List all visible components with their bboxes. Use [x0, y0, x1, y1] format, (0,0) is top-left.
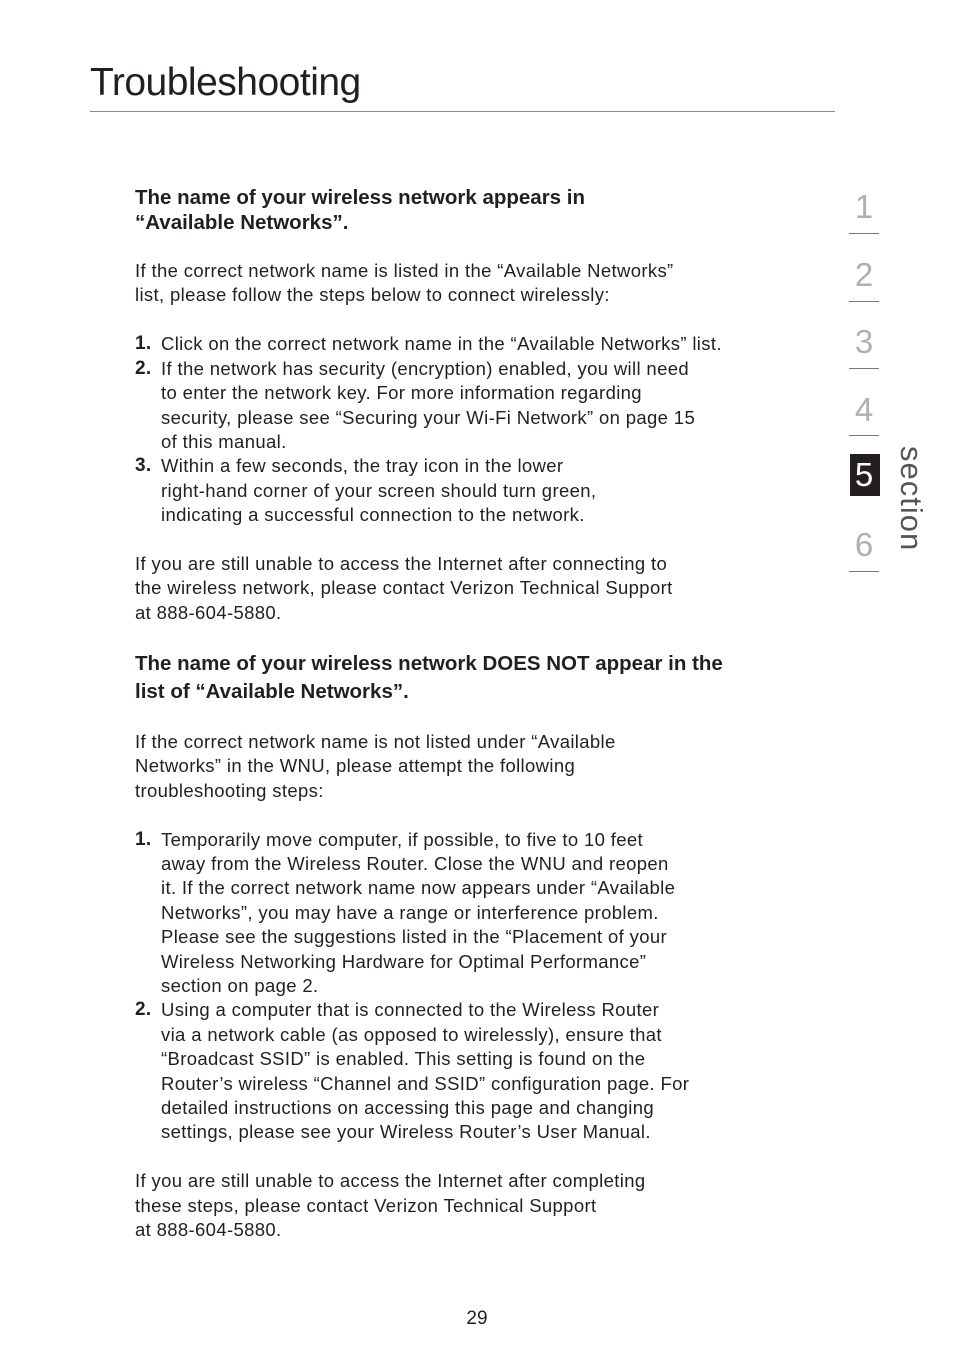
text-line: If you are still unable to access the Internet after completing: [135, 1170, 646, 1192]
section-number: 3: [854, 323, 874, 360]
text-line: of this manual.: [161, 430, 287, 452]
tab-divider: [849, 368, 879, 369]
text-line: section on page 2.: [161, 974, 319, 996]
section-number: 6: [854, 525, 874, 563]
heading-line: list of “Available Networks”.: [135, 679, 409, 703]
outro-paragraph: [135, 1169, 805, 1242]
tab-divider: [849, 301, 879, 302]
heading-line: “Available Networks”.: [135, 211, 349, 234]
list-item: [135, 454, 805, 527]
tab-divider: [849, 435, 879, 436]
text-line: list, please follow the steps below to connect wirelessly:: [135, 284, 610, 306]
section-tab-6[interactable]: [848, 523, 880, 591]
steps-list-available: [135, 332, 805, 527]
step-number: 1.: [135, 333, 152, 355]
list-item: [135, 828, 805, 999]
text-line: Networks”, you may have a range or interference problem.: [161, 901, 659, 923]
section-heading-available: [135, 185, 675, 235]
list-item: [135, 332, 805, 356]
section-tab-2[interactable]: [848, 253, 880, 321]
text-line: to enter the network key. For more information regarding: [161, 382, 642, 404]
title-divider: [90, 111, 835, 112]
page-number: 29: [466, 1308, 488, 1329]
section-number: 1: [854, 188, 874, 225]
text-line: at 888-604-5880.: [135, 601, 282, 623]
section-tab-4[interactable]: [848, 388, 880, 456]
list-item: [135, 998, 805, 1144]
text-line: Within a few seconds, the tray icon in the lower: [161, 455, 564, 477]
section-number: 4: [854, 390, 874, 428]
heading-line: The name of your wireless network DOES NOT appear in the: [135, 651, 723, 675]
text-line: security, please see “Securing your Wi-Fi Network” on page 15: [161, 406, 696, 428]
step-number: 3.: [135, 455, 152, 477]
text-line: If the network has security (encryption) enabled, you will need: [161, 357, 689, 379]
page-title: Troubleshooting: [90, 61, 361, 104]
main-content: [135, 185, 805, 1243]
text-line: “Broadcast SSID” is enabled. This setting is found on the: [161, 1048, 646, 1070]
text-line: Temporarily move computer, if possible, to five to 10 feet: [161, 828, 643, 850]
section-heading-not-available: [135, 650, 805, 706]
text-line: Networks” in the WNU, please attempt the following: [135, 755, 576, 777]
tab-divider: [849, 571, 879, 572]
text-line: detailed instructions on accessing this page and changing: [161, 1096, 655, 1118]
text-line: Please see the suggestions listed in the “Placement of your: [161, 926, 668, 948]
intro-paragraph: [135, 259, 805, 308]
text-line: away from the Wireless Router. Close the WNU and reopen: [161, 852, 669, 874]
section-number: 5: [854, 456, 874, 493]
heading-line: The name of your wireless network appears in: [135, 186, 585, 209]
text-line: troubleshooting steps:: [135, 779, 324, 801]
section-nav: [848, 185, 880, 590]
text-line: it. If the correct network name now appears under “Available: [161, 877, 676, 899]
section-number: 2: [854, 255, 874, 293]
text-line: the wireless network, please contact Verizon Technical Support: [135, 577, 673, 599]
tab-divider: [849, 233, 879, 234]
outro-paragraph: [135, 552, 805, 625]
step-number: 2.: [135, 357, 152, 379]
text-line: Click on the correct network name in the “Available Networks” list.: [161, 333, 722, 355]
section-tab-1[interactable]: [848, 185, 880, 253]
text-line: indicating a successful connection to the network.: [161, 504, 585, 526]
text-line: Wireless Networking Hardware for Optimal Performance”: [161, 950, 647, 972]
text-line: If the correct network name is listed in the “Available Networks”: [135, 260, 674, 281]
text-line: Using a computer that is connected to the Wireless Router: [161, 999, 660, 1021]
text-line: right-hand corner of your screen should turn green,: [161, 479, 597, 501]
text-line: these steps, please contact Verizon Technical Support: [135, 1194, 597, 1216]
step-number: 1.: [135, 828, 152, 850]
section-tab-5-active[interactable]: [848, 455, 880, 523]
text-line: settings, please see your Wireless Router’s User Manual.: [161, 1121, 651, 1143]
intro-paragraph: [135, 730, 805, 803]
text-line: at 888-604-5880.: [135, 1219, 282, 1241]
list-item: [135, 357, 805, 455]
step-number: 2.: [135, 999, 152, 1021]
text-line: via a network cable (as opposed to wirelessly), ensure that: [161, 1023, 662, 1045]
text-line: If you are still unable to access the Internet after connecting to: [135, 553, 668, 575]
text-line: Router’s wireless “Channel and SSID” configuration page. For: [161, 1072, 690, 1094]
text-line: If the correct network name is not listed under “Available: [135, 730, 616, 752]
section-label: [894, 446, 930, 556]
section-label-text: section: [894, 446, 929, 552]
steps-list-not-available: [135, 828, 805, 1145]
section-tab-3[interactable]: [848, 320, 880, 388]
